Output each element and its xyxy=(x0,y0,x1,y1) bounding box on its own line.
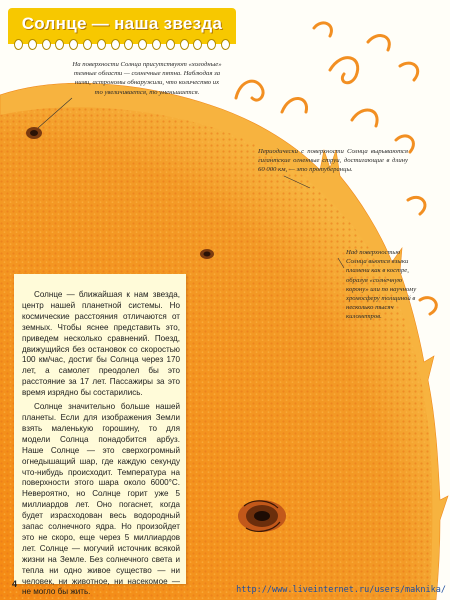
paragraph-2: Солнце значительно больше нашей планеты. Если для изображения Земли взять маленькую горошину, то для модели Солнца понадобится арбуз. Наше Солнце — это сверхогромный огнедышащий шар, где каждую секунду что-нибудь происходит. Температура на поверхности этого шара около 6000°С. Невероятно, но Солнце горит уже 5 миллиардов лет. Оно погаснет, когда будет израсходован весь водородный запас солнечного ядра. Но произойдет это не скоро, еще через 5 миллиардов лет. Солнце — могучий источник всякой жизни на Земле. Без солнечного света и тепла ни одно живое существо — ни человек, ни животное, ни насекомое — не могло бы жить. xyxy=(22,402,180,597)
caption-corona: Над поверхностью Солнца вьются языки пламени как в костре, образуя «солнечную корону» или по научному хромосферу толщиной в несколько тысяч километров. xyxy=(346,249,417,321)
page-number: 4 xyxy=(12,579,18,589)
watermark-url: http://www.liveinternet.ru/users/maknika/ xyxy=(236,585,446,595)
caption-sunspots: На поверхности Солнца присутствуют «холодные» темные области — солнечные пятна. Наблюдая за ними, астрономы обнаружили, что количество их то увеличивается, то уменьшается. xyxy=(72,61,222,96)
sunspot-large xyxy=(238,500,286,532)
caption-prominences: Периодически с поверхности Солнца вырываются гигантские огненные струи, достигающие в длину 60 000 км, — это протуберанцы. xyxy=(258,148,408,174)
title-banner xyxy=(8,8,236,44)
paragraph-1: Солнце — ближайшая к нам звезда, центр нашей планетной системы. Но космические расстояния отличаются от земных. Чтобы яснее представить это, приведем несколько сравнений. Поезд, движущийся без остановок со скоростью 100 км/час, достиг бы Солнца через 170 лет, а самолет преодолел бы это расстояние за 17 лет. Пассажиры за это время изрядно бы состарились. xyxy=(22,290,180,398)
sunspot-middle xyxy=(200,249,214,259)
binder-holes xyxy=(14,39,230,49)
main-text-box xyxy=(14,274,186,597)
main-text xyxy=(22,290,180,598)
page-title: Солнце — наша звезда xyxy=(21,14,223,33)
sunspot-upper-left xyxy=(26,127,42,139)
